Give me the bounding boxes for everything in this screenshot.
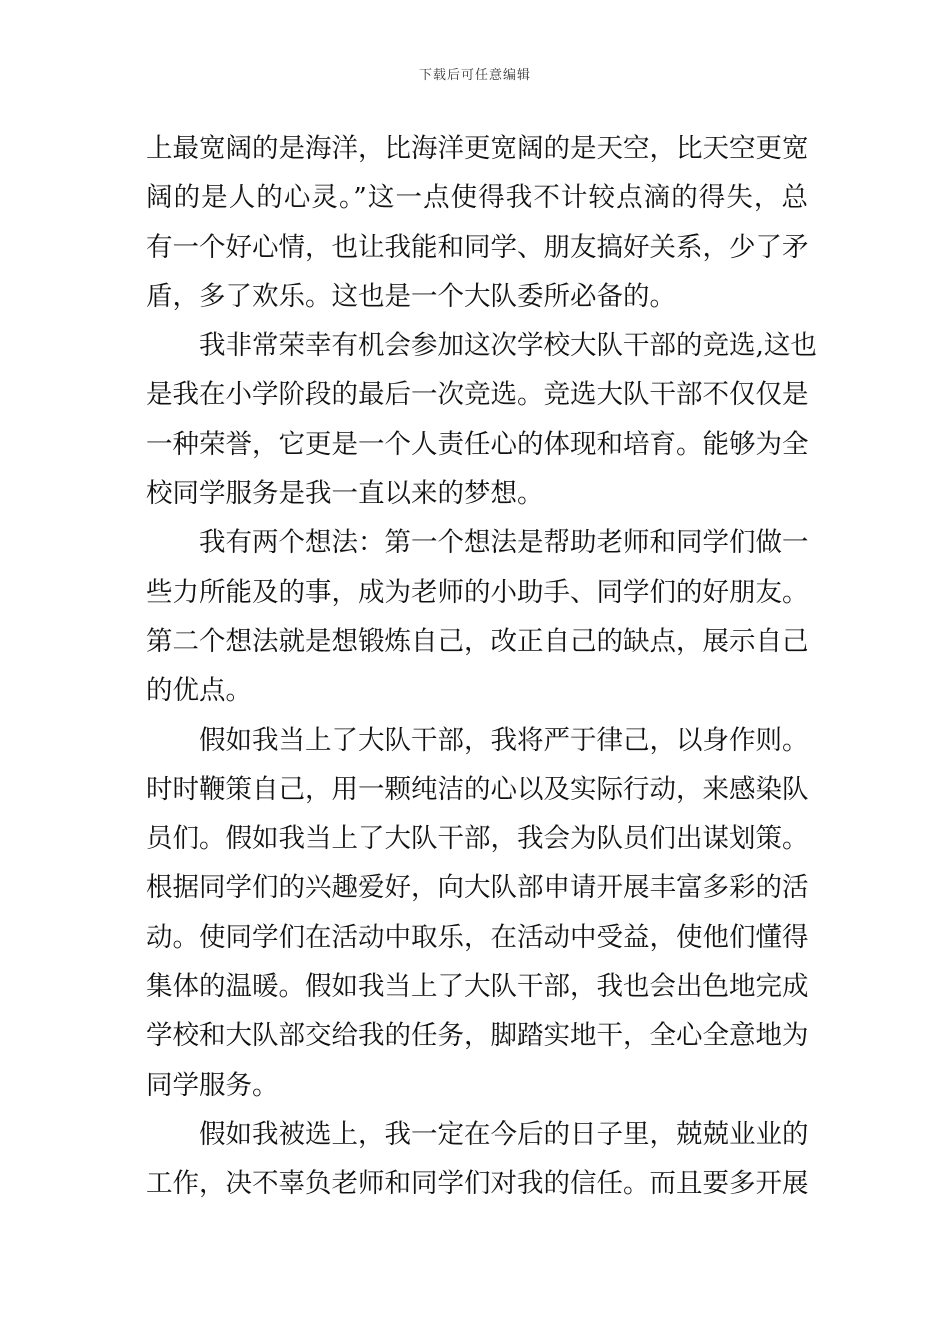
document-body [146,124,817,1209]
paragraph [146,1110,808,1209]
text-line: 第二个想法就是想锻炼自己，改正自己的缺点，展示自己 [146,625,809,657]
text-line: 阔的是人的心灵。”这一点使得我不计较点滴的得失，总 [146,182,808,214]
text-line: 假如我被选上，我一定在今后的日子里，兢兢业业的 [199,1118,809,1150]
text-line: 我非常荣幸有机会参加这次学校大队干部的竞选,这也 [199,330,817,362]
text-line: 工作，决不辜负老师和同学们对我的信任。而且要多开展 [146,1168,809,1200]
text-line: 盾，多了欢乐。这也是一个大队委所必备的。 [146,280,676,312]
text-line: 是我在小学阶段的最后一次竞选。竞选大队干部不仅仅是 [146,379,809,411]
text-line: 员们。假如我当上了大队干部，我会为队员们出谋划策。 [146,823,809,855]
paragraph [146,716,808,1110]
paragraph [146,321,817,518]
text-line: 根据同学们的兴趣爱好，向大队部申请开展丰富多彩的活 [146,872,809,904]
text-line: 我有两个想法：第一个想法是帮助老师和同学们做一 [199,527,809,559]
text-line: 学校和大队部交给我的任务，脚踏实地干，全心全意地为 [146,1020,809,1052]
text-line: 时时鞭策自己，用一颗纯洁的心以及实际行动，来感染队 [146,773,809,805]
paragraph [146,124,808,321]
text-line: 假如我当上了大队干部，我将严于律己，以身作则。 [199,724,809,756]
text-line: 动。使同学们在活动中取乐，在活动中受益，使他们懂得 [146,921,809,953]
text-line: 校同学服务是我一直以来的梦想。 [146,478,544,510]
text-line: 一种荣誉，它更是一个人责任心的体现和培育。能够为全 [146,428,809,460]
text-line: 集体的温暖。假如我当上了大队干部，我也会出色地完成 [146,971,809,1003]
text-line: 上最宽阔的是海洋，比海洋更宽阔的是天空，比天空更宽 [146,133,809,164]
text-line: 同学服务。 [146,1069,279,1101]
page-header: 下载后可任意编辑 [418,68,531,83]
text-line: 的优点。 [146,675,252,707]
paragraph [146,518,808,715]
text-line: 有一个好心情，也让我能和同学、朋友搞好关系，少了矛 [146,231,809,263]
text-line: 些力所能及的事，成为老师的小助手、同学们的好朋友。 [146,576,809,608]
